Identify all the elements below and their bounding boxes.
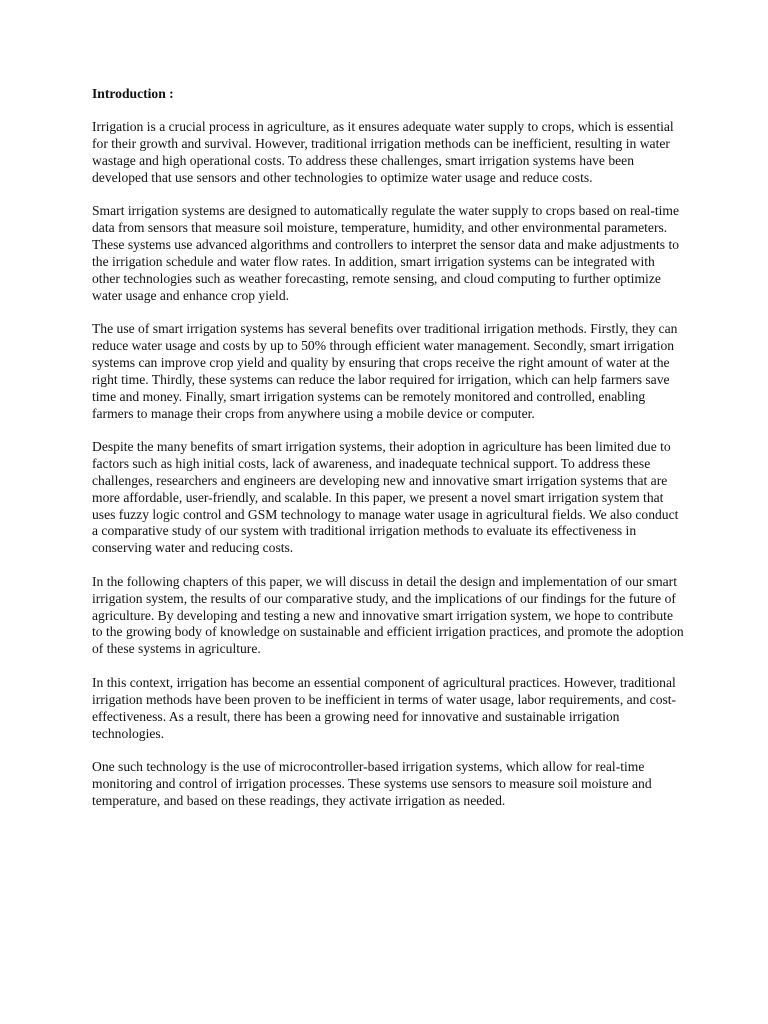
- paragraph-4: Despite the many benefits of smart irrigation systems, their adoption in agriculture has been limited due to factors such as high initial costs, lack of awareness, and inadequate technical support. To address these challenges, researchers and engineers are developing new and innovative smart irrigation systems that are more affordable, user-friendly, and scalable. In this paper, we present a novel smart irrigation system that uses fuzzy logic control and GSM technology to manage water usage in agricultural fields. We also conduct a comparative study of our system with traditional irrigation methods to evaluate its effectiveness in conserving water and reducing costs.: [92, 438, 679, 556]
- paragraph-2: Smart irrigation systems are designed to automatically regulate the water supply to crops based on real-time data from sensors that measure soil moisture, temperature, humidity, and other environmental parameters. These systems use advanced algorithms and controllers to interpret the sensor data and make adjustments to the irrigation schedule and water flow rates. In addition, smart irrigation systems can be integrated with other technologies such as weather forecasting, remote sensing, and cloud computing to further optimize water usage and enhance crop yield.: [92, 203, 680, 303]
- paragraph-7: One such technology is the use of microcontroller-based irrigation systems, which allow for real-time monitoring and control of irrigation processes. These systems use sensors to measure soil moisture and temperature, and based on these readings, they activate irrigation as needed.: [92, 758, 652, 808]
- paragraph-5: In the following chapters of this paper, we will discuss in detail the design and implementation of our smart irrigation system, the results of our comparative study, and the implications of our findings for the future of agriculture. By developing and testing a new and innovative smart irrigation system, we hope to contribute to the growing body of knowledge on sustainable and efficient irrigation practices, and promote the adoption of these systems in agriculture.: [92, 573, 684, 657]
- paragraph-3: The use of smart irrigation systems has several benefits over traditional irrigation methods. Firstly, they can reduce water usage and costs by up to 50% through efficient water management. Secondly, smart irrigation systems can improve crop yield and quality by ensuring that crops receive the right amount of water at the right time. Thirdly, these systems can reduce the labor required for irrigation, which can help farmers save time and money. Finally, smart irrigation systems can be remotely monitored and controlled, enabling farmers to manage their crops from anywhere using a mobile device or computer.: [92, 320, 678, 421]
- document-body: [92, 86, 684, 826]
- paragraph-6: In this context, irrigation has become an essential component of agricultural practices. However, traditional irrigation methods have been proven to be inefficient in terms of water usage, labor requirements, and cost-effectiveness. As a result, there has been a growing need for innovative and sustainable irrigation technologies.: [92, 674, 677, 741]
- paragraph-1: Irrigation is a crucial process in agriculture, as it ensures adequate water supply to crops, which is essential for their growth and survival. However, traditional irrigation methods can be inefficient, resulting in water wastage and high operational costs. To address these challenges, smart irrigation systems have been developed that use sensors and other technologies to optimize water usage and reduce costs.: [92, 118, 674, 185]
- section-heading: Introduction :: [92, 86, 174, 101]
